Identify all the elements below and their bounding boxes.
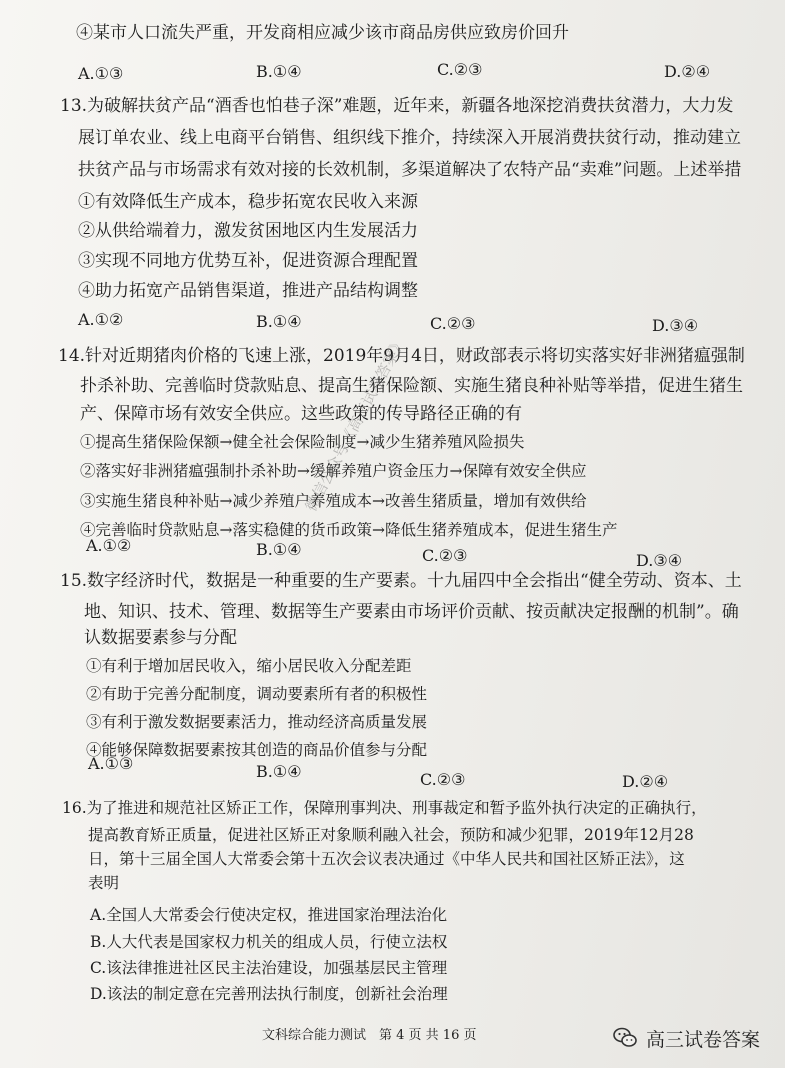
page-footer: 文科综合能力测试 第 4 页 共 16 页 [262, 1028, 477, 1043]
q12-option-a: A.①③ [78, 64, 124, 83]
q14-option-b: B.①④ [256, 540, 302, 559]
q13-item-4: ④助力拓宽产品销售渠道，推进产品结构调整 [78, 281, 418, 301]
q13-item-3: ③实现不同地方优势互补，促进资源合理配置 [78, 251, 418, 271]
q13-option-b: B.①④ [256, 312, 302, 331]
brand-badge [612, 1024, 760, 1052]
q15-stem-line-3: 认数据要素参与分配 [84, 628, 237, 648]
q14-option-d: D.③④ [636, 551, 683, 570]
q13-item-2: ②从供给端着力，激发贫困地区内生发展活力 [78, 221, 418, 241]
q13-option-c: C.②③ [430, 314, 476, 333]
q13-item-1: ①有效降低生产成本，稳步拓宽农民收入来源 [78, 192, 418, 212]
q15-option-d: D.②④ [622, 772, 669, 791]
q15-option-a: A.①③ [88, 754, 134, 773]
q15-item-1: ①有利于增加居民收入，缩小居民收入分配差距 [86, 657, 412, 675]
q16-stem-line-2: 提高教育矫正质量，促进社区矫正对象顺利融入社会，预防和减少犯罪，2019年12月28 [88, 826, 694, 844]
wechat-icon [612, 1025, 638, 1051]
q16-stem-line-1: 16.为了推进和规范社区矫正工作，保障刑事判决、刑事裁定和暂予监外执行决定的正确执行， [62, 799, 707, 817]
q14-item-2: ②落实好非洲猪瘟强制扑杀补助→缓解养殖户资金压力→保障有效安全供应 [80, 462, 587, 480]
q15-item-2: ②有助于完善分配制度，调动要素所有者的积极性 [86, 685, 428, 703]
q14-option-c: C.②③ [422, 546, 468, 565]
watermark: 微信公众号《高三试卷答案》 [301, 333, 410, 515]
q16-choice-a: A.全国人大常委会行使决定权，推进国家治理法治化 [90, 906, 448, 924]
q15-stem-line-2: 地、知识、技术、管理、数据等生产要素由市场评价贡献、按贡献决定报酬的机制”。确 [84, 602, 739, 622]
q13-stem-line-2: 展订单农业、线上电商平台销售、组织线下推介，持续深入开展消费扶贫行动，推动建立 [78, 128, 741, 148]
q14-option-a: A.①② [86, 536, 132, 555]
q13-stem-line-3: 扶贫产品与市场需求有效对接的长效机制，多渠道解决了农特产品“卖难”问题。上述举措 [78, 160, 742, 180]
q15-option-c: C.②③ [420, 770, 466, 789]
q15-item-4: ④能够保障数据要素按其创造的商品价值参与分配 [86, 741, 428, 759]
q14-stem-line-3: 产、保障市场有效安全供应。这些政策的传导路径正确的有 [80, 404, 522, 424]
q16-choice-c: C.该法律推进社区民主法治建设，加强基层民主管理 [90, 959, 448, 977]
q16-stem-line-3: 日，第十三届全国人大常委会第十五次会议表决通过《中华人民共和国社区矫正法》，这 [88, 850, 685, 868]
q16-choice-b: B.人大代表是国家权力机关的组成人员，行使立法权 [90, 933, 448, 951]
q15-stem-line-1: 15.数字经济时代，数据是一种重要的生产要素。十九届四中全会指出“健全劳动、资本、土 [60, 571, 742, 591]
q14-item-1: ①提高生猪保险保额→健全社会保险制度→减少生猪养殖风险损失 [80, 433, 525, 451]
q16-stem-line-4: 表明 [88, 874, 120, 892]
q12-option-d: D.②④ [664, 62, 711, 81]
q12-option-c: C.②③ [437, 60, 483, 79]
q12-item-4: ④某市人口流失严重，开发商相应减少该市商品房供应致房价回升 [76, 23, 569, 43]
q14-stem-line-1: 14.针对近期猪肉价格的飞速上涨，2019年9月4日，财政部表示将切实落实好非洲猪瘟强制 [58, 346, 745, 366]
q14-item-4: ④完善临时贷款贴息→落实稳健的货币政策→降低生猪养殖成本，促进生猪生产 [80, 521, 618, 539]
q13-option-d: D.③④ [652, 316, 699, 335]
brand-name: 高三试卷答案 [646, 1028, 761, 1051]
q14-stem-line-2: 扑杀补助、完善临时贷款贴息、提高生猪保险额、实施生猪良种补贴等举措，促进生猪生 [80, 376, 743, 396]
q15-item-3: ③有利于激发数据要素活力，推动经济高质量发展 [86, 713, 428, 731]
q13-stem-line-1: 13.为破解扶贫产品“酒香也怕巷子深”难题，近年来，新疆各地深挖消费扶贫潜力，大力发 [60, 96, 734, 116]
q15-option-b: B.①④ [256, 762, 302, 781]
q14-item-3: ③实施生猪良种补贴→减少养殖户养殖成本→改善生猪质量，增加有效供给 [80, 492, 587, 510]
q13-option-a: A.①② [78, 310, 124, 329]
q12-option-b: B.①④ [256, 62, 302, 81]
q16-choice-d: D.该法的制定意在完善刑法执行制度，创新社会治理 [90, 985, 448, 1003]
